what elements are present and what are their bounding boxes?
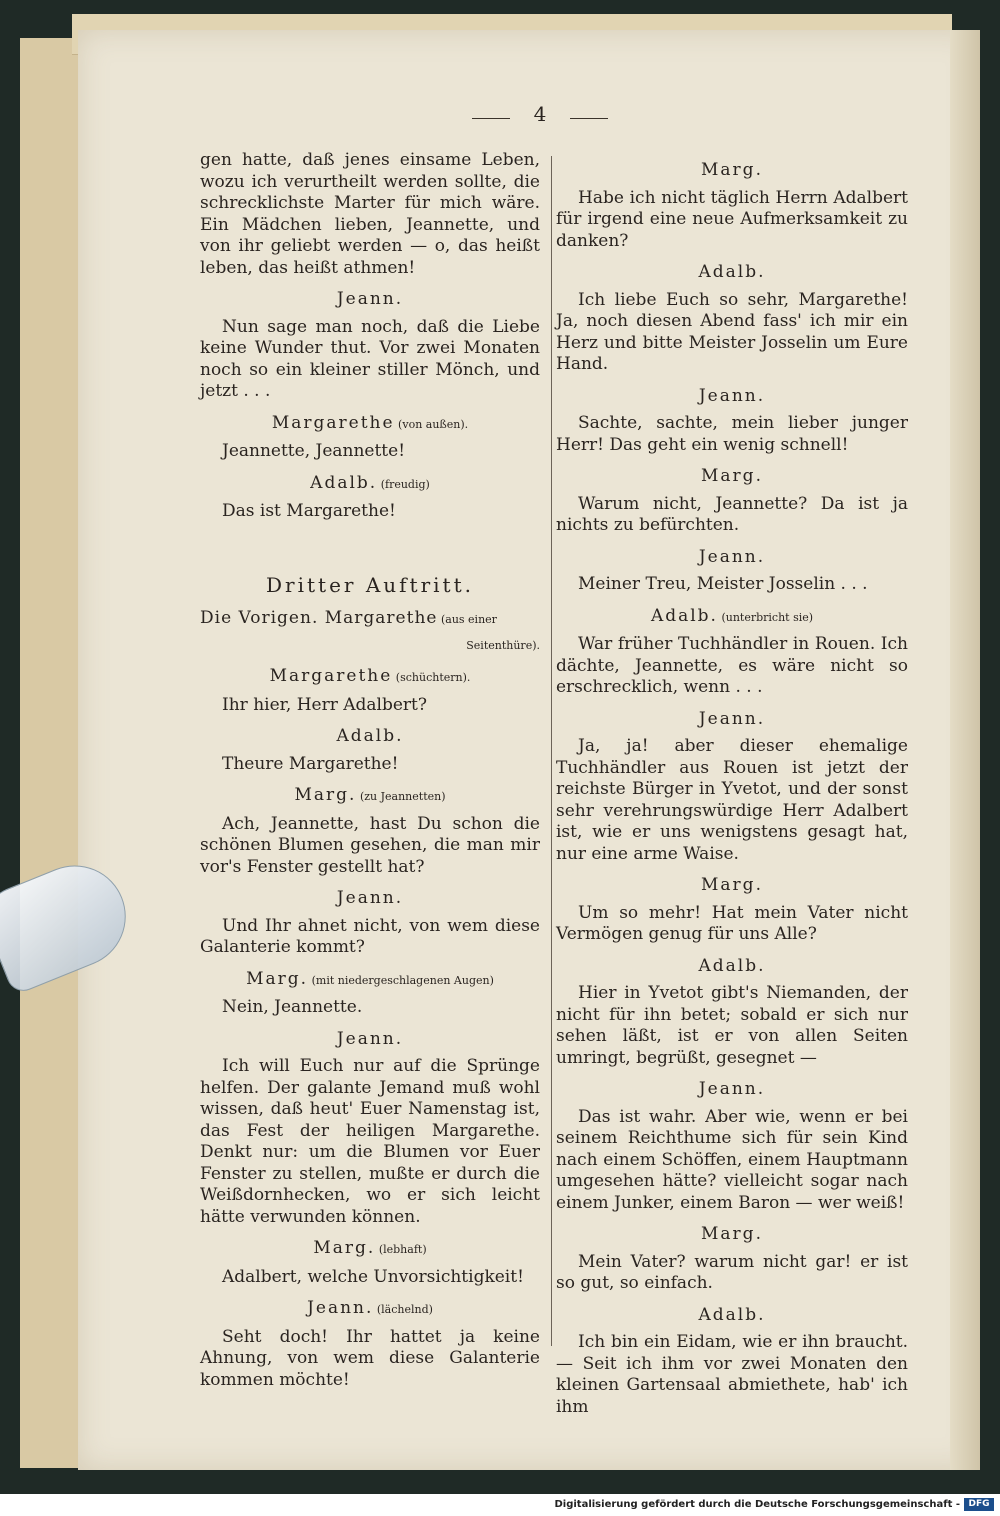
speaker-heading bbox=[200, 969, 540, 992]
dialogue-text: Ja, ja! aber dieser ehemalige Tuchhändler aus Rouen ist jetzt der reichste Bürger in Yvetot, und der sonst sehr verehrungswürdige Herr Adalbert ist, wie er uns wenigstens gesagt hat, nur eine arme Waise. bbox=[556, 736, 908, 864]
speaker-name: Jeann. bbox=[336, 289, 404, 309]
speaker-heading bbox=[200, 888, 540, 910]
speaker-name: Marg. bbox=[294, 785, 357, 805]
scene-title: Dritter Auftritt. bbox=[266, 572, 474, 597]
speaker-name: Adalb. bbox=[650, 605, 718, 626]
speaker-heading bbox=[200, 289, 540, 311]
dialogue-text: Nun sage man noch, daß die Liebe keine Wunder thut. Vor zwei Monaten noch so ein kleiner stiller Mönch, und jetzt . . . bbox=[200, 316, 540, 401]
speaker-name: Marg. bbox=[701, 1224, 763, 1244]
left-column bbox=[200, 150, 540, 1391]
speaker-name: Jeann. bbox=[698, 385, 766, 406]
dialogue-text: Das ist wahr. Aber wie, wenn er bei seinem Reichthume sich für sein Kind nach einem Schöffen, einem Hauptmann umgesehen hätte? vielleicht sogar nach einem Junker, einem Baron — wer weiß! bbox=[556, 1106, 908, 1213]
stage-direction-cont: Seitenthüre). bbox=[466, 638, 540, 652]
speaker-name: Marg. bbox=[701, 875, 763, 895]
stage-direction: (lächelnd) bbox=[373, 1303, 433, 1316]
stage-direction: (von außen). bbox=[394, 417, 469, 431]
dialogue-text: Und Ihr ahnet nicht, von wem diese Galanterie kommt? bbox=[200, 915, 540, 957]
right-column bbox=[556, 150, 908, 1418]
dialogue-text: Ich liebe Euch so sehr, Margarethe! Ja, noch diesen Abend fass' ich mir ein Herz und bitte Meister Josselin um Eure Hand. bbox=[556, 289, 908, 374]
speaker-name: Marg. bbox=[701, 160, 763, 180]
stage-direction: (lebhaft) bbox=[375, 1243, 427, 1256]
stage-direction: (aus einer bbox=[437, 613, 497, 626]
speaker-heading bbox=[556, 386, 908, 408]
speaker-name: Margarethe bbox=[269, 666, 393, 686]
speaker-name: Adalb. bbox=[698, 955, 766, 976]
speaker-name: Margarethe bbox=[271, 412, 395, 433]
speaker-heading bbox=[200, 473, 540, 496]
speaker-name: Jeann. bbox=[336, 888, 404, 908]
speaker-name: Jeann. bbox=[698, 708, 766, 729]
dialogue-text: Ich bin ein Eidam, wie er ihn braucht. — Seit ich ihm vor zwei Monaten den kleinen Gartensaal abmiethete, hab' ich ihm bbox=[556, 1332, 908, 1417]
speaker-heading bbox=[556, 466, 908, 488]
dialogue-text: Das ist Margarethe! bbox=[222, 501, 396, 521]
header-rule-right bbox=[570, 118, 608, 119]
speaker-heading bbox=[200, 413, 540, 436]
speaker-heading bbox=[556, 262, 908, 284]
dialogue-text: Nein, Jeannette. bbox=[222, 997, 363, 1017]
speaker-heading bbox=[556, 956, 908, 978]
speaker-name: Jeann. bbox=[698, 1079, 766, 1099]
footer-credit: Digitalisierung gefördert durch die Deutsche Forschungsgemeinschaft - bbox=[554, 1499, 960, 1510]
dfg-logo: DFG bbox=[964, 1498, 994, 1511]
dialogue-text: Ich will Euch nur auf die Sprünge helfen. Der galante Jemand muß wohl wissen, daß heut' Euer Namenstag ist, das Fest der heiligen Margarethe. Denkt nur: um die Blumen vor Euer Fenster zu stellen, mußte er durch die Weißdornhecken, wo er sich leicht hätte verwunden können. bbox=[200, 1056, 540, 1227]
column-divider bbox=[551, 156, 552, 1346]
speaker-heading bbox=[556, 547, 908, 569]
speaker-heading bbox=[200, 1298, 540, 1321]
speaker-name: Marg. bbox=[313, 1238, 376, 1258]
dialogue-text: Ihr hier, Herr Adalbert? bbox=[222, 694, 427, 715]
speaker-name: Jeann. bbox=[307, 1298, 374, 1318]
header-rule-left bbox=[472, 118, 510, 119]
speaker-heading bbox=[556, 875, 908, 897]
speaker-name: Adalb. bbox=[310, 472, 378, 493]
speaker-heading bbox=[556, 1079, 908, 1101]
speaker-heading bbox=[200, 1029, 540, 1051]
speaker-name: Marg. bbox=[701, 466, 763, 486]
speaker-heading bbox=[200, 666, 540, 689]
speaker-heading bbox=[200, 785, 540, 808]
speaker-name: Marg. bbox=[246, 968, 309, 989]
speaker-heading bbox=[556, 709, 908, 731]
page-header bbox=[470, 96, 610, 136]
speaker-heading bbox=[556, 606, 908, 629]
footer-bar bbox=[0, 1494, 1000, 1516]
stage-direction: (freudig) bbox=[377, 477, 430, 491]
dialogue-text: War früher Tuchhändler in Rouen. Ich dächte, Jeannette, es wäre nicht so erschrecklich, wenn . . . bbox=[556, 634, 908, 697]
speaker-name: Jeann. bbox=[698, 546, 766, 567]
dialogue-text: Meiner Treu, Meister Josselin . . . bbox=[578, 574, 868, 594]
speaker-heading bbox=[200, 726, 540, 748]
dialogue-text: Hier in Yvetot gibt's Niemanden, der nicht für ihn betet; sobald er sich nur sehen läßt, ist er von allen Seiten umringt, begrüßt, gesegnet — bbox=[556, 983, 908, 1068]
dialogue-text: Sachte, sachte, mein lieber junger Herr! Das geht ein wenig schnell! bbox=[556, 413, 908, 455]
speaker-name: Jeann. bbox=[336, 1028, 404, 1049]
dialogue-text: Seht doch! Ihr hattet ja keine Ahnung, von wem diese Galanterie kommen möchte! bbox=[200, 1326, 540, 1390]
dialogue-text: Mein Vater? warum nicht gar! er ist so gut, so einfach. bbox=[556, 1251, 908, 1293]
speaker-heading bbox=[556, 160, 908, 182]
dialogue-text: Habe ich nicht täglich Herrn Adalbert für irgend eine neue Aufmerksamkeit zu danken? bbox=[556, 187, 908, 251]
dialogue-text: gen hatte, daß jenes einsame Leben, wozu ich verurtheilt werden sollte, die schrecklichste Marter für mich wäre. Ein Mädchen lieben, Jeannette, und von ihr geliebt werden — o, das heißt leben, das heißt athmen! bbox=[200, 150, 540, 278]
cast-names: Die Vorigen. Margarethe bbox=[200, 608, 438, 628]
speaker-name: Adalb. bbox=[336, 726, 404, 746]
speaker-heading bbox=[556, 1224, 908, 1246]
speaker-heading bbox=[556, 1305, 908, 1327]
stage-direction: (mit niedergeschlagenen Augen) bbox=[308, 973, 494, 987]
cardboard-back bbox=[20, 38, 81, 1468]
speaker-name: Adalb. bbox=[698, 262, 766, 282]
page-number: 4 bbox=[533, 102, 547, 126]
speaker-name: Adalb. bbox=[698, 1304, 766, 1325]
scene-cast bbox=[200, 608, 540, 631]
stage-direction: (unterbricht sie) bbox=[717, 610, 814, 624]
dialogue-text: Jeannette, Jeannette! bbox=[222, 441, 406, 461]
speaker-heading bbox=[200, 1238, 540, 1261]
stage-direction: (zu Jeannetten) bbox=[356, 790, 446, 803]
dialogue-text: Adalbert, welche Unvorsichtigkeit! bbox=[222, 1266, 524, 1287]
page-edge bbox=[950, 30, 980, 1470]
dialogue-text: Um so mehr! Hat mein Vater nicht Vermögen genug für uns Alle? bbox=[556, 902, 908, 944]
dialogue-text: Theure Margarethe! bbox=[222, 753, 399, 774]
stage-direction: (schüchtern). bbox=[392, 671, 471, 684]
dialogue-text: Warum nicht, Jeannette? Da ist ja nichts zu befürchten. bbox=[556, 493, 908, 535]
dialogue-text: Ach, Jeannette, hast Du schon die schönen Blumen gesehen, die man mir vor's Fenster gestellt hat? bbox=[200, 813, 540, 877]
